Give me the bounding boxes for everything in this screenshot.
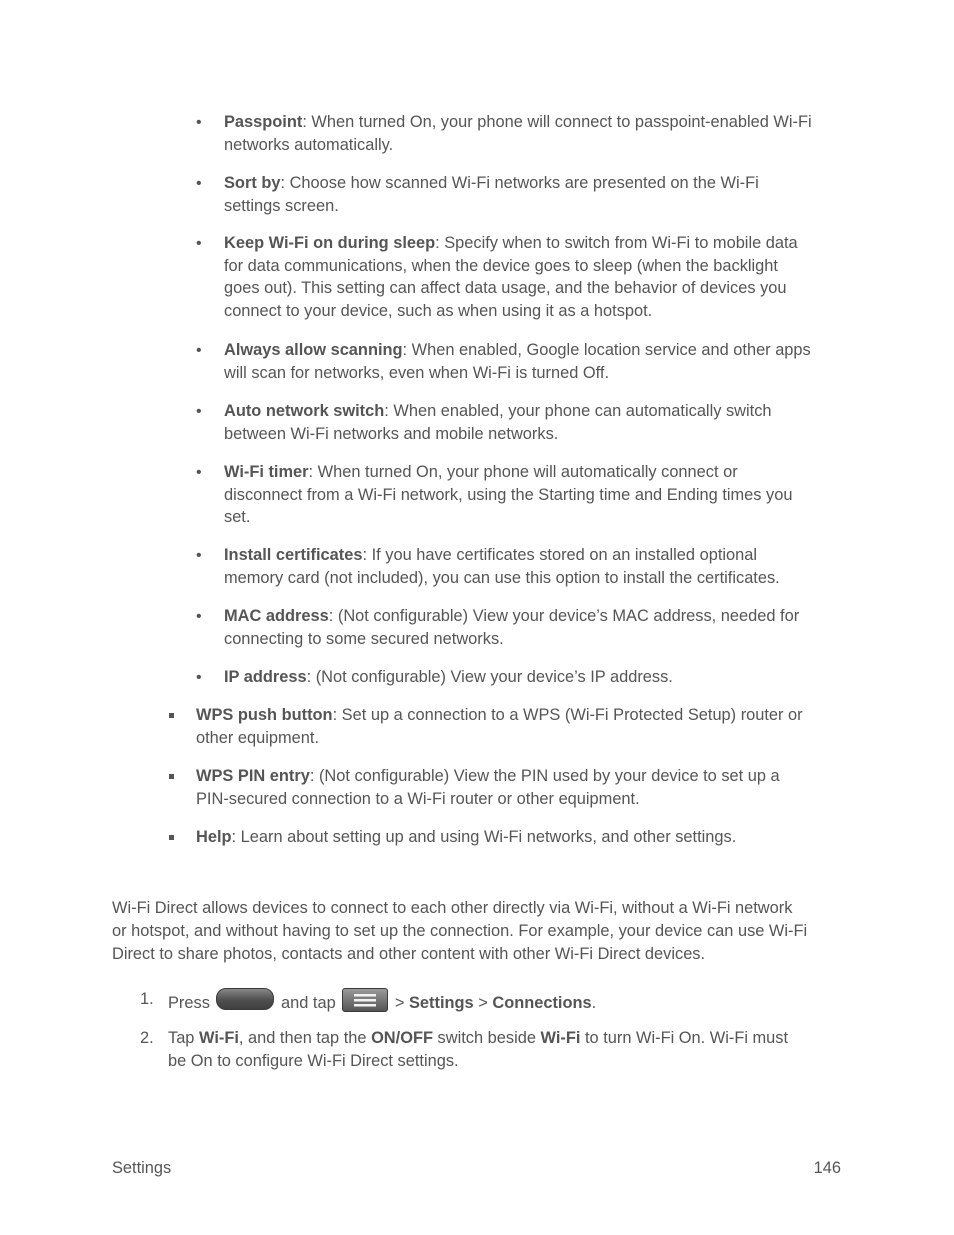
setting-description: networks automatically. xyxy=(224,135,394,154)
setting-term: Keep Wi-Fi on during sleep xyxy=(224,234,436,252)
setting-description: : Specify when to switch from Wi-Fi to mobile data xyxy=(435,234,798,252)
setting-description: : (Not configurable) View your device’s MAC address, needed for xyxy=(328,607,800,625)
setting-description: settings screen. xyxy=(224,196,339,215)
menu-option-term: WPS PIN entry xyxy=(196,767,310,785)
setting-description: will scan for networks, even when Wi-Fi is turned Off. xyxy=(224,363,610,382)
setting-description: : When turned On, your phone will connect to passpoint-enabled Wi-Fi xyxy=(302,113,812,131)
setting-description: connect to your device, such as when using it as a hotspot. xyxy=(224,301,653,320)
menu-option-description: : Set up a connection to a WPS (Wi-Fi Protected Setup) router or xyxy=(332,706,803,724)
footer-section-title: Settings xyxy=(112,1159,172,1177)
round-bullet-icon: • xyxy=(196,403,202,420)
menu-option-term: Help xyxy=(196,828,232,846)
setting-term: Always allow scanning xyxy=(224,341,403,359)
menu-option-term: WPS push button xyxy=(196,706,333,724)
round-bullet-icon: • xyxy=(196,175,202,192)
step-2-number: 2. xyxy=(140,1029,154,1047)
step-2-tap: Tap xyxy=(168,1029,195,1047)
step-2-onoff: ON/OFF xyxy=(371,1029,433,1047)
step-2-wifi: Wi-Fi xyxy=(199,1029,239,1047)
setting-line xyxy=(224,300,652,323)
menu-key-icon xyxy=(342,988,388,1012)
setting-line xyxy=(224,666,673,689)
menu-option-line xyxy=(196,765,780,788)
setting-line xyxy=(224,506,250,529)
setting-term: Auto network switch xyxy=(224,402,385,420)
setting-line xyxy=(224,134,393,157)
step-1-settings: Settings xyxy=(408,994,474,1012)
setting-line xyxy=(224,567,780,590)
round-bullet-icon: • xyxy=(196,669,202,686)
setting-description: for data communications, when the device goes to sleep (when the backlight xyxy=(224,256,778,275)
setting-term: Passpoint xyxy=(224,113,303,131)
setting-line xyxy=(224,195,339,218)
square-bullet-icon xyxy=(169,774,174,779)
step-2-line-2: be On to configure Wi-Fi Direct settings. xyxy=(168,1052,459,1070)
round-bullet-icon: • xyxy=(196,547,202,564)
setting-line xyxy=(224,461,738,484)
step-2-text xyxy=(168,1027,788,1050)
menu-option-description: other equipment. xyxy=(196,728,320,747)
setting-description: disconnect from a Wi-Fi network, using the Starting time and Ending times you xyxy=(224,485,793,504)
intro-line-3: Direct to share photos, contacts and other content with other Wi-Fi Direct devices. xyxy=(112,945,706,963)
setting-line xyxy=(224,339,811,362)
setting-line xyxy=(224,628,504,651)
round-bullet-icon: • xyxy=(196,235,202,252)
step-2-then-tap: , and then tap the xyxy=(238,1029,367,1047)
menu-option-line xyxy=(196,727,319,750)
round-bullet-icon: • xyxy=(196,464,202,481)
setting-line xyxy=(224,484,792,507)
step-1-connections: Connections xyxy=(492,994,592,1012)
round-bullet-icon: • xyxy=(196,114,202,131)
setting-description: connecting to some secured networks. xyxy=(224,629,504,648)
setting-line xyxy=(224,277,787,300)
square-bullet-icon xyxy=(169,713,174,718)
setting-term: IP address xyxy=(224,668,307,686)
menu-option-line xyxy=(196,788,640,811)
setting-line xyxy=(224,400,772,423)
step-1-text xyxy=(168,988,596,1015)
setting-line xyxy=(224,423,558,446)
setting-term: MAC address xyxy=(224,607,329,625)
step-2-wifi-2: Wi-Fi xyxy=(540,1029,581,1047)
setting-description: between Wi-Fi networks and mobile networks. xyxy=(224,424,559,443)
menu-option-description: PIN-secured connection to a Wi-Fi router or other equipment. xyxy=(196,789,640,808)
setting-description: : When enabled, Google location service and other apps xyxy=(402,341,811,359)
setting-description: : (Not configurable) View your device’s IP address. xyxy=(306,668,673,686)
setting-description: : If you have certificates stored on an installed optional xyxy=(362,546,758,564)
round-bullet-icon: • xyxy=(196,608,202,625)
setting-line xyxy=(224,172,759,195)
setting-description: goes out). This setting can affect data usage, and the behavior of devices you xyxy=(224,279,787,298)
step-1-period: . xyxy=(591,994,597,1012)
setting-line xyxy=(224,544,757,567)
setting-description: set. xyxy=(224,508,251,527)
step-1-and-tap: and tap xyxy=(281,994,336,1012)
footer-page-number: 146 xyxy=(813,1159,841,1177)
setting-line xyxy=(224,255,778,278)
menu-option-description: : Learn about setting up and using Wi-Fi networks, and other settings. xyxy=(231,828,737,846)
step-1-number: 1. xyxy=(140,990,154,1008)
intro-line-1: Wi-Fi Direct allows devices to connect to each other directly via Wi-Fi, without a Wi-Fi network xyxy=(112,899,793,917)
setting-description: : When enabled, your phone can automatically switch xyxy=(384,402,772,420)
step-1-press: Press xyxy=(168,994,210,1012)
setting-term: Sort by xyxy=(224,174,281,192)
step-1-separator-2: > xyxy=(478,994,488,1012)
home-key-icon xyxy=(216,988,274,1010)
setting-line xyxy=(224,111,812,134)
intro-line-2: or hotspot, and without having to set up the connection. For example, your device can use Wi-Fi xyxy=(112,922,808,940)
menu-option-line xyxy=(196,826,736,849)
setting-description: memory card (not included), you can use this option to install the certificates. xyxy=(224,568,780,587)
step-1-separator-1: > xyxy=(394,994,405,1012)
setting-description: : Choose how scanned Wi-Fi networks are presented on the Wi-Fi xyxy=(280,174,759,192)
setting-line xyxy=(224,232,798,255)
round-bullet-icon: • xyxy=(196,342,202,359)
setting-term: Wi-Fi timer xyxy=(224,463,309,481)
setting-line xyxy=(224,362,609,385)
square-bullet-icon xyxy=(169,835,174,840)
step-2-switch-beside: switch beside xyxy=(437,1029,536,1047)
step-2-rest: to turn Wi-Fi On. Wi-Fi must xyxy=(584,1029,789,1047)
setting-description: : When turned On, your phone will automatically connect or xyxy=(308,463,738,481)
menu-option-description: : (Not configurable) View the PIN used by your device to set up a xyxy=(309,767,780,785)
setting-term: Install certificates xyxy=(224,546,363,564)
setting-line xyxy=(224,605,799,628)
menu-option-line xyxy=(196,704,803,727)
